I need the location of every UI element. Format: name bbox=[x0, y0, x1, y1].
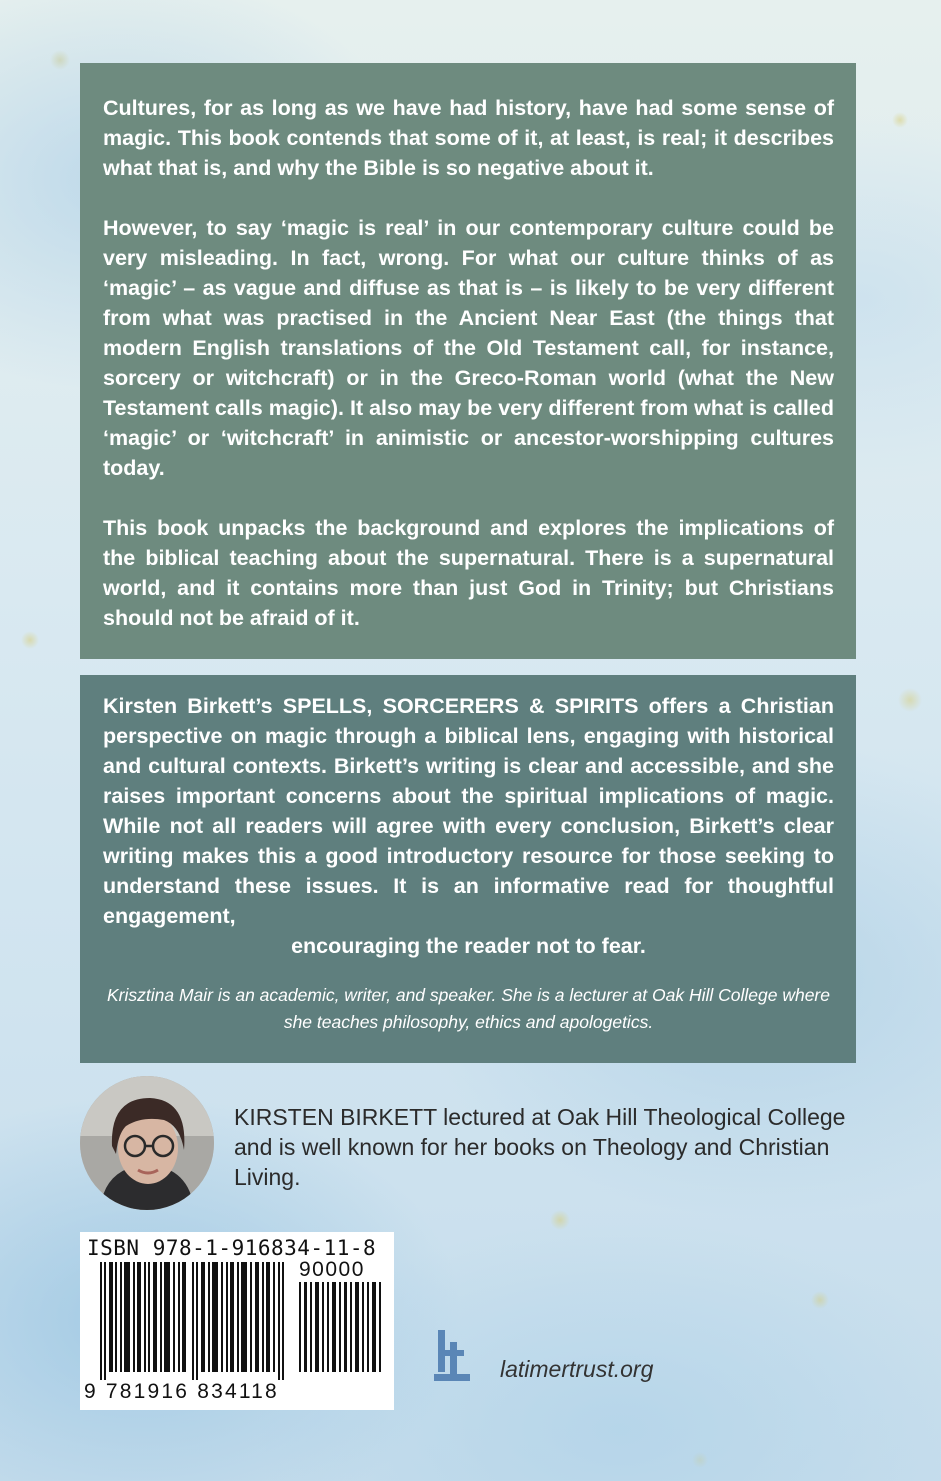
isbn-number: ISBN 978-1-916834-11-8 bbox=[87, 1236, 377, 1260]
blurb-panel bbox=[80, 63, 856, 659]
author-bio: KIRSTEN BIRKETT lectured at Oak Hill Theological College and is well known for her books on Theology and Christian Living. bbox=[234, 1104, 846, 1190]
ean-digits: 9 781916 834118 bbox=[84, 1380, 279, 1403]
review-text: Kirsten Birkett’s SPELLS, SORCERERS & SPIRITS offers a Christian perspective on magic through a biblical lens, engaging with historical and cultural contexts. Birkett’s writing is clear and accessible, and she raises important concerns about the spiritual implications of magic. While not all readers will agree with every conclusion, Birkett’s clear writing makes this a good introductory resource for those seeking to understand these issues. It is an informative read for thoughtful engagement, bbox=[103, 694, 834, 928]
price-barcode-icon bbox=[299, 1282, 383, 1372]
review-panel bbox=[80, 675, 856, 1063]
reviewer-credit: Krisztina Mair is an academic, writer, and speaker. She is a lecturer at Oak Hill College where she teaches philosophy, ethics and apologetics. bbox=[107, 985, 830, 1032]
blurb-paragraph: However, to say ‘magic is real’ in our contemporary culture could be very misleading. In fact, wrong. For what our culture thinks of as ‘magic’ – as vague and diffuse as that is – is likely to be very different from what was practised in the Ancient Near East (the things that modern English translations of the Old Testament call, for instance, sorcery or witchcraft) or in the Greco-Roman world (what the New Testament calls magic). It also may be very different from what is called ‘magic’ or ‘witchcraft’ in animistic or ancestor-worshipping cultures today. bbox=[103, 216, 834, 480]
latimer-trust-logo-icon bbox=[432, 1328, 474, 1384]
blurb-paragraph: Cultures, for as long as we have had history, have had some sense of magic. This book contends that some of it, at least, is real; it describes what that is, and why the Bible is so negative about it. bbox=[103, 96, 834, 180]
barcode-bars-icon bbox=[100, 1262, 290, 1380]
author-photo bbox=[80, 1076, 214, 1210]
blurb-paragraph: This book unpacks the background and explores the implications of the biblical teaching about the supernatural. There is a supernatural world, and it contains more than just God in Trinity; but Christians should not be afraid of it. bbox=[103, 516, 834, 630]
author-portrait-icon bbox=[80, 1076, 214, 1210]
review-text-end: encouraging the reader not to fear. bbox=[291, 934, 646, 958]
isbn-barcode bbox=[80, 1232, 394, 1410]
price-code: 90000 bbox=[299, 1258, 365, 1281]
publisher-url[interactable]: latimertrust.org bbox=[500, 1356, 654, 1382]
